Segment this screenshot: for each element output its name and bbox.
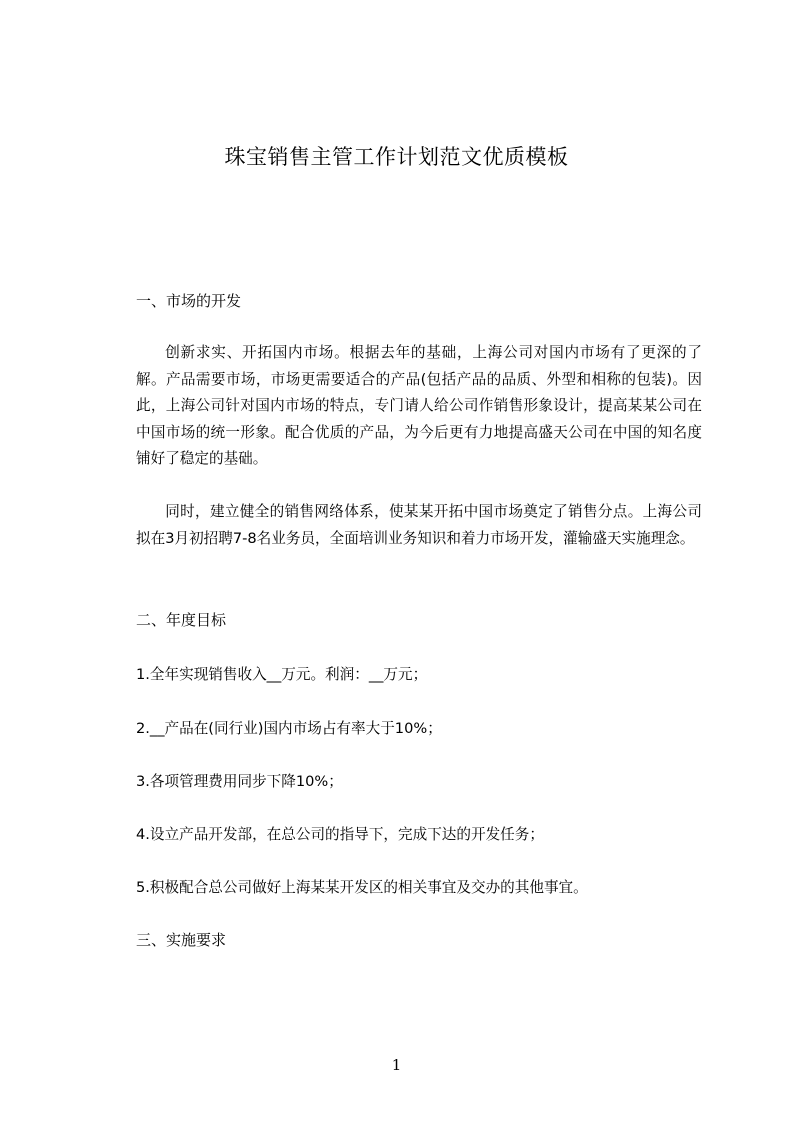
goal-item-4: 4.设立产品开发部，在总公司的指导下，完成下达的开发任务； <box>136 826 544 843</box>
section-heading-market: 一、市场的开发 <box>136 292 242 310</box>
goal-item-1: 1.全年实现销售收入__万元。利润：__万元； <box>136 666 428 683</box>
page-number: 1 <box>391 1056 402 1074</box>
section-heading-goals: 二、年度目标 <box>136 611 227 629</box>
document-title: 珠宝销售主管工作计划范文优质模板 <box>224 145 569 169</box>
section-heading-requirements: 三、实施要求 <box>136 931 227 949</box>
goal-item-5: 5.积极配合总公司做好上海某某开发区的相关事宜及交办的其他事宜。 <box>136 879 588 896</box>
market-paragraph-1: 创新求实、开拓国内市场。根据去年的基础，上海公司对国内市场有了更深的了解。产品需要市场，市场更需要适合的产品(包括产品的品质、外型和相称的包装)。因此，上海公司针对国内市场的特点，专门请人给公司作销售形象设计，提高某某公司在中国市场的统一形象。配合优质的产品，为今后更有力地提高盛天公司在中国的知名度铺好了稳定的基础。 <box>136 344 702 467</box>
goal-item-2: 2.__产品在(同行业)国内市场占有率大于10%； <box>136 720 442 737</box>
market-paragraph-2: 同时，建立健全的销售网络体系，使某某开拓中国市场奠定了销售分点。上海公司拟在3月初招聘7-8名业务员，全面培训业务知识和着力市场开发，灌输盛天实施理念。 <box>136 503 702 547</box>
goal-item-3: 3.各项管理费用同步下降10%； <box>136 773 343 790</box>
